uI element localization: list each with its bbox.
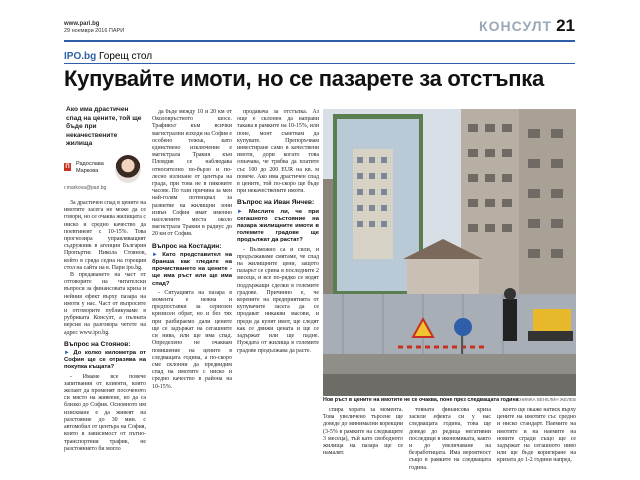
page-number: 21: [556, 16, 575, 35]
avatar: [115, 155, 141, 183]
article-column-5: [409, 407, 491, 480]
author-badge: П: [65, 164, 70, 170]
arrow-icon: ►: [237, 208, 249, 215]
question-subhead: Въпрос на Иван Янчев:: [237, 199, 315, 207]
article-column-2: [152, 109, 232, 480]
arrow-icon: ►: [152, 251, 163, 258]
street-photo: [323, 109, 576, 396]
rubric-rule: [64, 63, 575, 64]
answer-text: - Имаме все повече запитвания от клиенти, които желаят да променят посоченото си място на живеене, но да са близко до София. Основното им изискване е да живеят на разстояние до 30 мин. с автомобил от центъра на София, които в зависимост от пътно-транспортния трафик, не разстоянието би могло: [64, 373, 146, 452]
author-name: [76, 161, 104, 175]
article-column-1: [64, 200, 146, 480]
photo-credit: СНИМКА ВЕНЕЛИН ЖЕЛЕВ: [516, 397, 576, 402]
paragraph: товната финансова криза засили ефекта си у нас следващата година, това ще доведе до редица негативни последици в икономиката, както и до увеличаване на безработицата. Има вероятност също в рамките на следващата година.: [409, 407, 491, 471]
rubric-name: Горещ стол: [99, 51, 153, 62]
lead-text: Ако има драстичен спад на цените, той ще бъде при некачествените жилища: [66, 106, 142, 147]
question-text: ► До колко километра от София ще се отразява на покупка къщата?: [64, 350, 146, 371]
paragraph: В предаването на част от отговорите на читателски въпроси за финансовата криза и нейния ефект върху пазара на имоти у нас. Част от въпросите и отговорите публикуваме в рубриката Консулт, а пълната версия на разговора четете на адрес www.ipo.bg.: [64, 272, 146, 336]
author-first-name: Радослава: [76, 161, 104, 167]
photo-caption: Нов ръст в цените на имотите не се очаква, поне през следващата година: [323, 397, 519, 403]
paragraph: да бъде между 10 и 20 км от Околовръстното шосе. Трафикът към всички магистрални изходи на София е особено тежък, като единствено изключение е магистрала Тракия към Пловдив се наблюдава относително по-бързо и по-лесно излизане от центъра на града, при това не в пиковите часове. По тази причина за мен най-голям потенциал за развитие на жилищни зони извън София имат именно населените места около магистрала Тракия в радиус до 20 км от София.: [152, 109, 232, 238]
photo-illustration: [323, 109, 576, 396]
paragraph: продавача за отстъпка. Аз още е склонен да направи такава в рамките на 10-15%, или поне, монт съветвам да купувате. Препоръчвам инвестиране само в качествени имоти, дори когато това означава, че трябва да платите със 100 до 200 EUR на кв. м повече. Ако има драстичен спад в цените, той по-скоро ще бъде при некачествените имоти.: [237, 109, 319, 195]
article-column-4: [323, 407, 403, 480]
question-subhead: Въпрос на Стоянов:: [64, 340, 131, 348]
arrow-icon: ►: [64, 350, 74, 357]
headline: Купувайте имоти, но се пазарете за отстъпка: [64, 66, 544, 91]
paragraph: което ще окаже натиск върху цените на имотите със средно и ниско стандарт. Наемите на имотите и на наемите на новите сгради също ще се задържат на сегашното ниво или ще бъде коригиране на кризата до 1-2 години напред.: [497, 407, 576, 464]
article-column-3: [237, 109, 319, 480]
issue-date: 29 ноември 2016 ПАРИ: [64, 28, 125, 34]
answer-text: - Ситуацията на пазара в момента е нежна и предпоставки за сериозен кризисен обрат, но и без тях при разбираемо дали цените ще се задържат на сегашните си нива, или ще има спад. Определено не очаквам повишение на цените в следващата година, а по-скоро сме склонни да предвидим спад на имотите с ниско и средно качество в района на 10-15%.: [152, 289, 232, 390]
question-subhead: Въпрос на Костадин:: [152, 242, 222, 250]
article-column-6: [497, 407, 576, 480]
masthead-right: [479, 16, 575, 36]
paragraph: спира хората за момента. Това увеличено търсене ще доведе до минимални корекции (3-5% в рамките на следващите 3 месеца), тъй като свободното жилища на пазара ще се намалят.: [323, 407, 403, 457]
header-rule: [64, 40, 575, 42]
rubric-brand: IPO.bg: [64, 51, 97, 62]
author-last-name: Маркова: [76, 168, 99, 174]
rubric: [64, 51, 152, 62]
masthead-left: [64, 21, 124, 35]
answer-text: - Възможно са и сили, и продължаваме смятаме, че спад на жилищните цени, защото пазарът се срина в последните 2 месеца, и все по-рядко се водят поддържащи сделки в големите градове. Причинно е, че корените на предприятията от купувачите засега да се продават никакви масови, и преди да купят имот, ще следят как се движи цената и ще се задържат или ще падне. Нуждата от жилища в големите градове продължава да расте.: [237, 246, 319, 354]
question-text: ► Като представител на бранша как гледате на прочистването на цените - ще има ръст или ще има спад?: [152, 251, 232, 287]
author-box: [64, 155, 144, 195]
question-text: ► Мислите ли, че при сегашното състояние на пазара жилищните имоти в големите градове ще продължат да растат?: [237, 208, 319, 244]
section-name: КОНСУЛТ: [479, 18, 553, 34]
paragraph: За драстичен спад в цените на имотите засега не може да се говори, но се очаква жилищата с ниско и средно качество да поевтинеят с 10-15%. Това прогнозира управляващият съдружник в агенция България Пропъртис Никола Стоянов, който в сряда седна на горещия стол на сайта на в. Пари ipo.bg.: [64, 200, 146, 271]
newspaper-page: [60, 15, 577, 480]
site-url: www.pari.bg: [64, 21, 100, 27]
author-email: r.markova@pari.bg: [64, 185, 107, 191]
